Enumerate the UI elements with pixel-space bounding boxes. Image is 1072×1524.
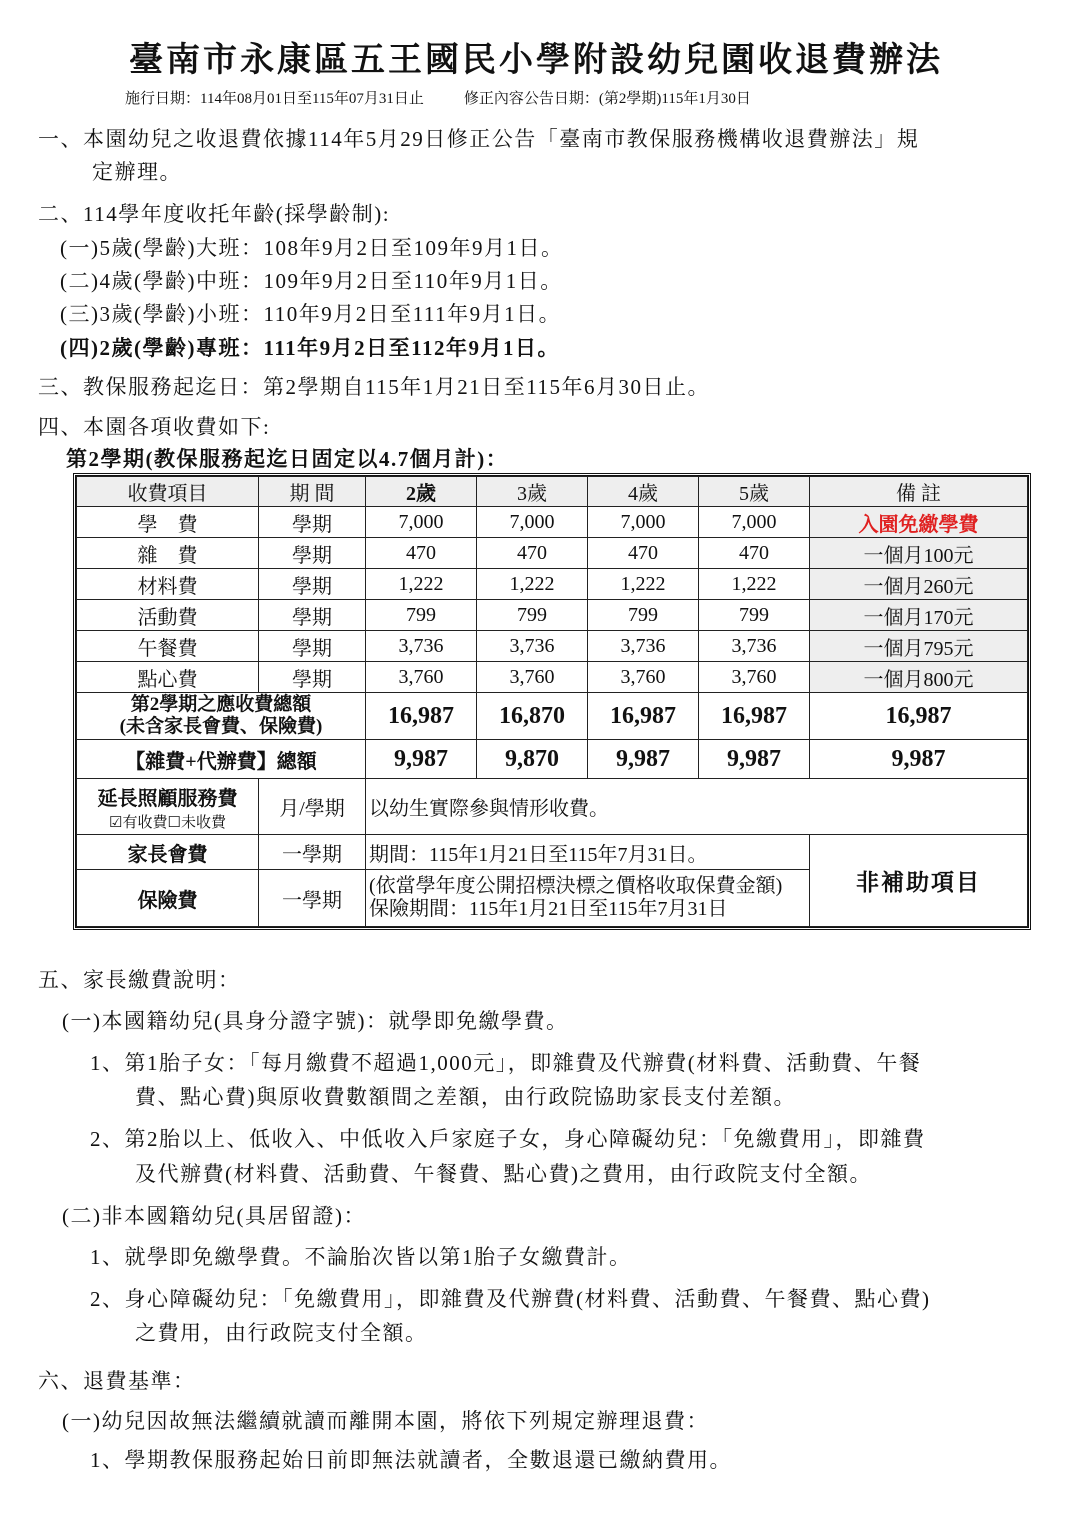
fee-item: 活動費	[77, 600, 259, 631]
fee-value: 7,000	[699, 507, 810, 538]
total-label-2: (未含家長會費、保險費)	[119, 716, 323, 737]
fee-period: 學期	[259, 507, 366, 538]
fee-row	[77, 600, 1028, 631]
misc-value: 9,987	[699, 740, 810, 779]
section-6-head: 六、退費基準：	[38, 1369, 196, 1393]
misc-value: 9,870	[477, 740, 588, 779]
fee-value: 799	[699, 600, 810, 631]
fee-row	[77, 507, 1028, 538]
extended-note: 以幼生實際參與情形收費。	[366, 779, 1028, 835]
s5-b2-cont: 之費用，由行政院支付全額。	[135, 1321, 428, 1345]
s5-a2-cont: 及代辦費(材料費、活動費、午餐費、點心費)之費用，由行政院支付全額。	[135, 1162, 872, 1186]
extended-title: 延長照顧服務費	[97, 787, 238, 810]
fee-remark: 一個月170元	[810, 600, 1028, 631]
fee-remark: 一個月795元	[810, 631, 1028, 662]
section-1: 一、本園幼兒之收退費依據114年5月29日修正公告「臺南市教保服務機構收退費辦法」規	[38, 127, 920, 151]
fee-value: 3,736	[699, 631, 810, 662]
total-value: 16,870	[477, 693, 588, 740]
fee-value: 1,222	[477, 569, 588, 600]
insurance-label: 保險費	[77, 870, 259, 927]
s5-a1-cont: 費、點心費)與原收費數額間之差額，由行政院協助家長支付差額。	[135, 1085, 796, 1109]
header-cell: 4歲	[588, 477, 699, 507]
s6-a: (一)幼兒因故無法繼續就讀而離開本園，將依下列規定辦理退費：	[62, 1409, 709, 1433]
misc-value: 9,987	[810, 740, 1028, 779]
fee-value: 7,000	[366, 507, 477, 538]
section-5-head: 五、家長繳費說明：	[38, 968, 241, 992]
age-item: (四)2歲(學齡)專班：111年9月2日至112年9月1日。	[60, 336, 560, 360]
fee-value: 470	[588, 538, 699, 569]
fee-period: 學期	[259, 662, 366, 693]
extended-period: 月/學期	[259, 779, 366, 835]
fee-item: 材料費	[77, 569, 259, 600]
insurance-note-2: 保險期間：115年1月21日至115年7月31日	[369, 898, 728, 920]
fee-value: 3,760	[588, 662, 699, 693]
total-value: 16,987	[810, 693, 1028, 740]
fee-row	[77, 569, 1028, 600]
header-cell: 期 間	[259, 477, 366, 507]
header-cell: 2歲	[366, 477, 477, 507]
fee-value: 3,760	[477, 662, 588, 693]
header-cell: 收費項目	[77, 477, 259, 507]
section-2-head: 二、114學年度收托年齡(採學齡制):	[38, 202, 391, 226]
header-cell: 備 註	[810, 477, 1028, 507]
fee-value: 3,736	[477, 631, 588, 662]
parent-label: 家長會費	[77, 835, 259, 870]
age-item: (二)4歲(學齡)中班：109年9月2日至110年9月1日。	[60, 269, 563, 293]
s5-a1: 1、第1胎子女：「每月繳費不超過1,000元」，即雜費及代辦費(材料費、活動費、午餐	[90, 1051, 922, 1075]
fee-row	[77, 631, 1028, 662]
fee-value: 470	[477, 538, 588, 569]
fee-item: 午餐費	[77, 631, 259, 662]
section-4-head: 四、本園各項收費如下:	[38, 415, 271, 439]
s5-b: (二)非本國籍幼兒(具居留證)：	[62, 1204, 366, 1228]
age-item: (三)3歲(學齡)小班：110年9月2日至111年9月1日。	[60, 302, 562, 326]
parent-fee-row	[77, 835, 1028, 870]
section-1-cont: 定辦理。	[92, 160, 182, 184]
fee-remark: 一個月800元	[810, 662, 1028, 693]
fee-value: 3,736	[366, 631, 477, 662]
insurance-note	[366, 870, 810, 927]
extended-options: ☑有收費☐未收費	[109, 814, 226, 831]
total-label	[77, 693, 366, 740]
header-cell: 5歲	[699, 477, 810, 507]
parent-period: 一學期	[259, 835, 366, 870]
non-subsidy-label: 非補助項目	[810, 835, 1028, 927]
fee-value: 470	[366, 538, 477, 569]
misc-value: 9,987	[588, 740, 699, 779]
total-row	[77, 693, 1028, 740]
table-caption: 第2學期(教保服務起迄日固定以4.7個月計)：	[66, 447, 509, 471]
s5-b2: 2、身心障礙幼兒：「免繳費用」，即雜費及代辦費(材料費、活動費、午餐費、點心費)	[90, 1287, 931, 1311]
total-value: 16,987	[588, 693, 699, 740]
fee-item: 點心費	[77, 662, 259, 693]
extended-care-row	[77, 779, 1028, 835]
fee-value: 1,222	[588, 569, 699, 600]
fee-period: 學期	[259, 600, 366, 631]
fee-value: 7,000	[477, 507, 588, 538]
fee-item: 雜 費	[77, 538, 259, 569]
fee-value: 799	[366, 600, 477, 631]
section-3: 三、教保服務起迄日：第2學期自115年1月21日至115年6月30日止。	[38, 375, 710, 399]
s5-a2: 2、第2胎以上、低收入、中低收入戶家庭子女，身心障礙幼兒：「免繳費用」，即雜費	[90, 1127, 926, 1151]
fee-period: 學期	[259, 631, 366, 662]
fee-value: 3,736	[588, 631, 699, 662]
insurance-period: 一學期	[259, 870, 366, 927]
parent-note: 期間：115年1月21日至115年7月31日。	[366, 835, 810, 870]
fee-value: 1,222	[366, 569, 477, 600]
total-value: 16,987	[366, 693, 477, 740]
misc-label: 【雜費+代辦費】總額	[77, 740, 366, 779]
s5-b1: 1、就學即免繳學費。不論胎次皆以第1胎子女繳費計。	[90, 1245, 632, 1269]
s6-a1: 1、學期教保服務起始日前即無法就讀者，全數退還已繳納費用。	[90, 1448, 732, 1472]
table-header	[77, 477, 1028, 507]
fee-table	[73, 473, 1031, 930]
fee-value: 799	[477, 600, 588, 631]
fee-value: 3,760	[366, 662, 477, 693]
misc-total-row	[77, 740, 1028, 779]
insurance-note-1: (依當學年度公開招標決標之價格收取保費金額)	[369, 875, 783, 897]
misc-value: 9,987	[366, 740, 477, 779]
fee-remark: 入園免繳學費	[810, 507, 1028, 538]
fee-value: 3,760	[699, 662, 810, 693]
fee-item: 學 費	[77, 507, 259, 538]
fee-value: 7,000	[588, 507, 699, 538]
fee-period: 學期	[259, 569, 366, 600]
fee-row	[77, 662, 1028, 693]
header-cell: 3歲	[477, 477, 588, 507]
fee-remark: 一個月260元	[810, 569, 1028, 600]
fee-period: 學期	[259, 538, 366, 569]
fee-value: 470	[699, 538, 810, 569]
fee-row	[77, 538, 1028, 569]
fee-value: 799	[588, 600, 699, 631]
total-label-1: 第2學期之應收費總額	[130, 694, 312, 715]
effective-date: 施行日期：114年08月01日至115年07月31日止	[125, 91, 424, 107]
total-value: 16,987	[699, 693, 810, 740]
extended-label	[77, 779, 259, 835]
subtitle	[125, 87, 791, 108]
fee-value: 1,222	[699, 569, 810, 600]
page-title: 臺南市永康區五王國民小學附設幼兒園收退費辦法	[129, 42, 943, 79]
revised-date: 修正內容公告日期：(第2學期)115年1月30日	[463, 91, 751, 107]
age-item: (一)5歲(學齡)大班：108年9月2日至109年9月1日。	[60, 236, 564, 260]
fee-remark: 一個月100元	[810, 538, 1028, 569]
s5-a: (一)本國籍幼兒(具身分證字號)：就學即免繳學費。	[62, 1009, 569, 1033]
